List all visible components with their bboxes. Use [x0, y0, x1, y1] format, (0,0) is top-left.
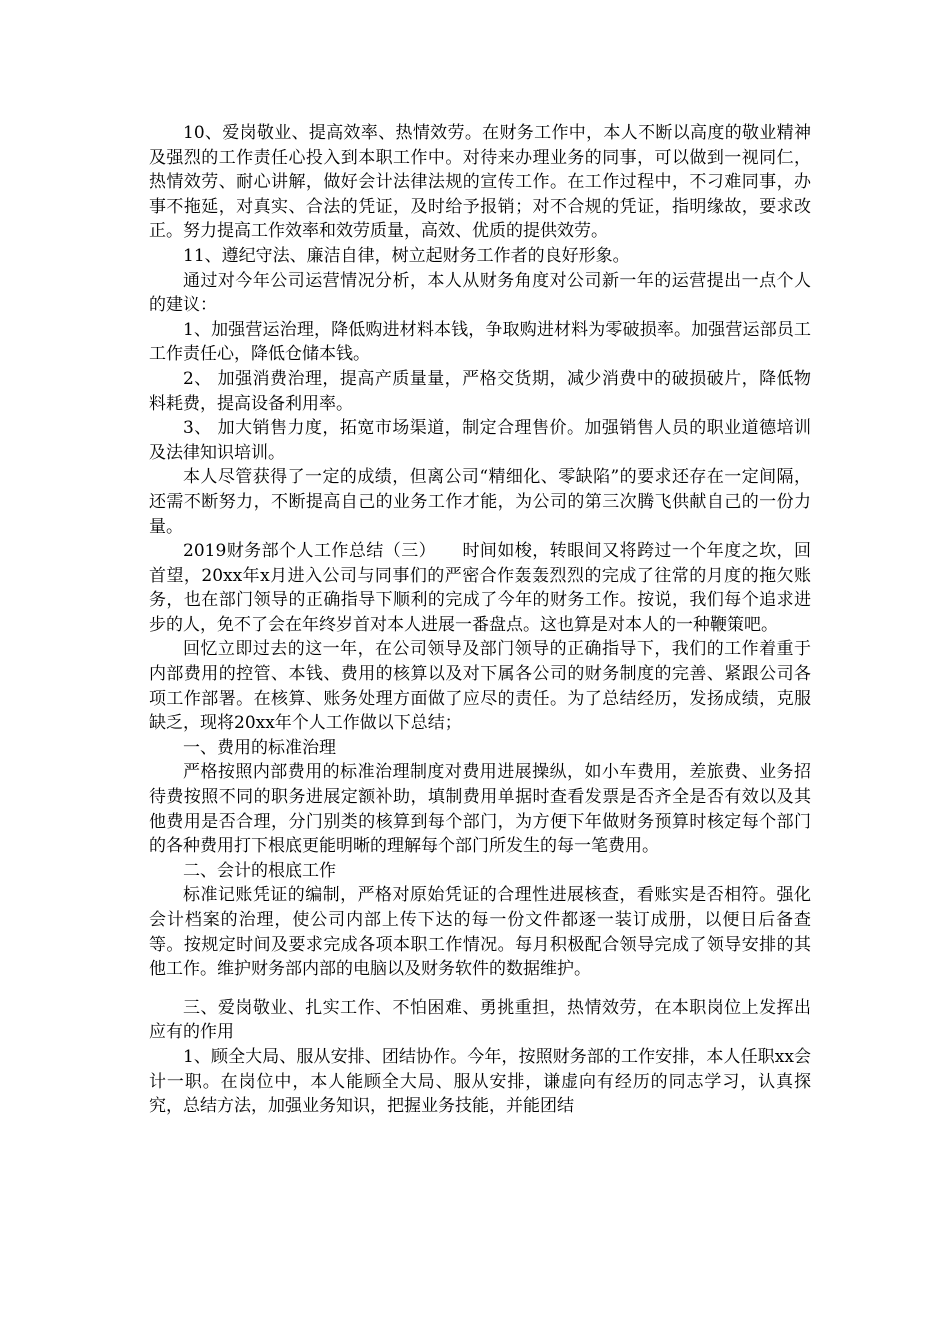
paragraph: 标准记账凭证的编制，严格对原始凭证的合理性进展核查，看账实是否相符。强化会计档案的治理，使公司内部上传下达的每一份文件都逐一装订成册，以便日后备查等。按规定时间及要求完成各项本职工作情况。每月积极配合领导完成了领导安排的其他工作。维护财务部内部的电脑以及财务软件的数据维护。 — [149, 885, 811, 980]
paragraph: 严格按照内部费用的标准治理制度对费用进展操纵，如小车费用，差旅费、业务招待费按照不同的职务进展定额补助，填制费用单据时查看发票是否齐全是否有效以及其他费用是否合理，分门别类的核算到每个部门，为方便下年做财务预算时核定每个部门的各种费用打下根底更能明晰的理解每个部门所发生的每一笔费用。 — [149, 762, 811, 857]
section-heading: 一、费用的标准治理 — [183, 737, 336, 758]
section-heading: 二、会计的根底工作 — [183, 860, 336, 881]
paragraph: 1、顾全大局、服从安排、团结协作。今年，按照财务部的工作安排，本人任职xx会计一职。在岗位中，本人能顾全大局、服从安排，谦虚向有经历的同志学习，认真探究，总结方法，加强业务知识，把握业务技能，并能团结 — [149, 1046, 811, 1117]
paragraph: 10、爱岗敬业、提高效率、热情效劳。在财务工作中，本人不断以高度的敬业精神及强烈的工作责任心投入到本职工作中。对待来办理业务的同事，可以做到一视同仁，热情效劳、耐心讲解，做好会计法律法规的宣传工作。在工作过程中，不刁难同事，办事不拖延，对真实、合法的凭证，及时给予报销；对不合规的凭证，指明缘故，要求改正。努力提高工作效率和效劳质量，高效、优质的提供效劳。 — [149, 123, 811, 242]
paragraph: 11、遵纪守法、廉洁自律，树立起财务工作者的良好形象。 — [183, 245, 630, 266]
paragraph: 3、 加大销售力度，拓宽市场渠道，制定合理售价。加强销售人员的职业道德培训及法律知识培训。 — [149, 418, 811, 463]
paragraph: 通过对今年公司运营情况分析，本人从财务角度对公司新一年的运营提出一点个人的建议： — [149, 270, 811, 316]
section-heading: 三、爱岗敬业、扎实工作、不怕困难、勇挑重担，热情效劳，在本职岗位上发挥出应有的作用 — [149, 997, 811, 1043]
paragraph: 回忆立即过去的这一年，在公司领导及部门领导的正确指导下，我们的工作着重于内部费用的控管、本钱、费用的核算以及对下属各公司的财务制度的完善、紧跟公司各项工作部署。在核算、账务处理方面做了应尽的责任。为了总结经历，发扬成绩，克服缺乏，现将20xx年个人工作做以下总结； — [149, 639, 811, 734]
paragraph: 2019财务部个人工作总结（三） 时间如梭，转眼间又将跨过一个年度之坎，回首望，20xx年x月进入公司与同事们的严密合作轰轰烈烈的完成了往常的月度的拖欠账务，也在部门领导的正确指导下顺利的完成了今年的财务工作。按说，我们每个追求进步的人，免不了会在年终岁首对本人进展一番盘点。这也算是对本人的一种鞭策吧。 — [149, 541, 811, 635]
paragraph: 2、 加强消费治理，提高产质量量，严格交货期，减少消费中的破损破片，降低物料耗费，提高设备利用率。 — [149, 368, 811, 414]
document-body — [149, 121, 811, 1119]
paragraph: 1、加强营运治理，降低购进材料本钱，争取购进材料为零破损率。加强营运部员工工作责任心，降低仓储本钱。 — [149, 319, 811, 365]
paragraph: 本人尽管获得了一定的成绩，但离公司“精细化、零缺陷”的要求还存在一定间隔，还需不断努力，不断提高自己的业务工作才能，为公司的第三次腾飞供献自己的一份力量。 — [149, 467, 811, 537]
